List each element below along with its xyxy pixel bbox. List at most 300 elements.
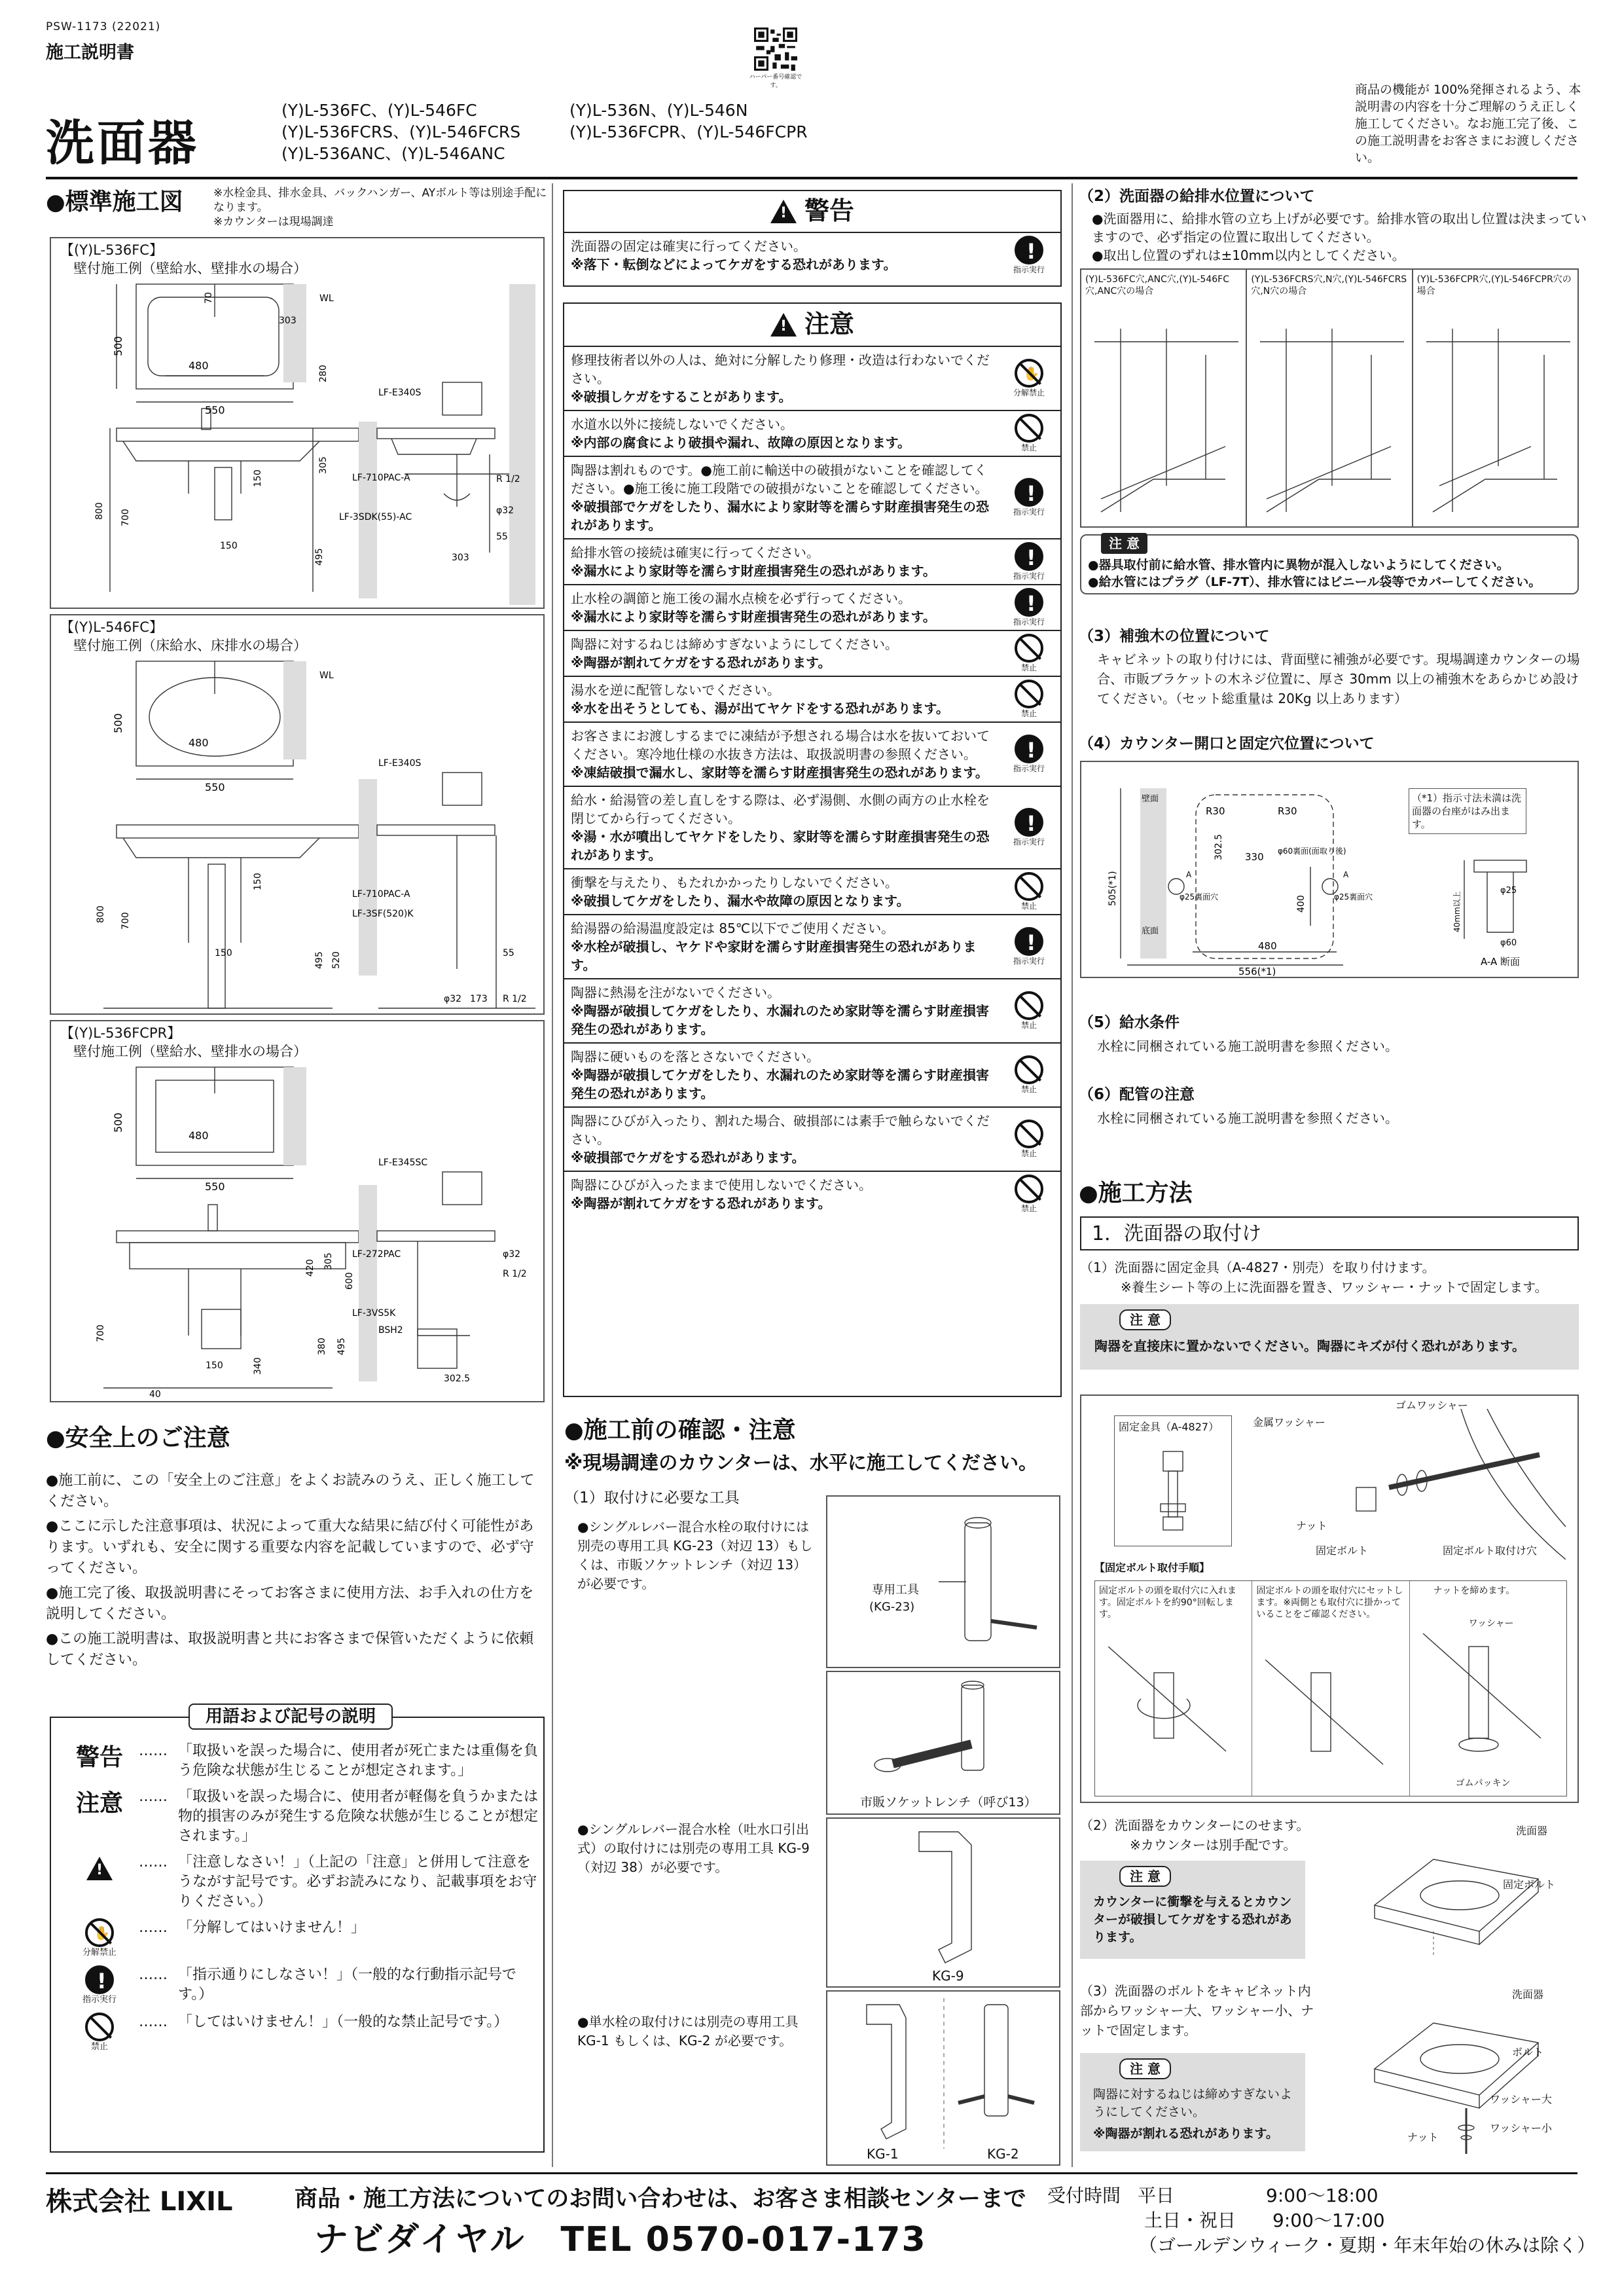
dim-label: 303 [452,553,469,563]
counter-cutout-figure [1080,761,1579,978]
cutout-note: （*1）指示寸法未満は洗面器の台座がはみ出ます。 [1409,788,1526,834]
symbol-caution [60,1853,538,1912]
install-panel-546fc [50,614,545,1015]
icon-label: 分解禁止 [1013,388,1045,397]
must-do-icon [1015,236,1043,264]
prohibited-icon [1015,872,1043,901]
caution-triangle-icon [770,313,797,337]
dim-label: 302.5 [1214,833,1224,860]
dim-label: R 1/2 [503,1269,527,1279]
s5-text: 水栓に同梱されている施工説明書を参照ください。 [1097,1038,1398,1054]
fig-label: 洗面器 [1516,1825,1548,1837]
panel-sub: 壁付施工例（床給水、床排水の場合） [73,638,307,653]
safety-list [46,1470,543,1671]
kg1-kg2-tool-icon [827,1992,1059,2149]
caution-risk: ※漏水により家財等を濡らす財産損害発生の恐れがあります。 [571,609,936,625]
term-caution [60,1787,538,1846]
weekend-time: 9:00～17:00 [1272,2210,1385,2231]
standard-heading: ●標準施工図 [46,189,183,215]
dim-label: φ32 [503,1249,521,1260]
dim-label: φ60 [1500,938,1517,948]
install-diagram [51,278,543,608]
model-list [281,100,1028,164]
s2-note-box [1080,534,1579,594]
tools-heading: （1）取付けに必要な工具 [564,1489,740,1506]
caution-row [564,346,1060,410]
hours-label: 受付時間 [1047,2185,1121,2206]
symbol-prohibited [60,2013,538,2053]
caution-risk: ※内部の腐食により破損や漏れ、故障の原因となります。 [571,435,911,450]
dim-label: 480 [1258,940,1277,952]
caution-text: 陶器は割れものです。●施工前に輸送中の破損がないことを確認してください。●施工後に施工段階での破損がないことを確認してください。 [571,462,988,496]
dim-label: WL [319,670,334,681]
fig-label: 固定金具（A-4827） [1119,1421,1219,1433]
caution-text: 止水栓の調節と施工後の漏水点検を必ず行ってください。 [571,591,911,606]
tool-text: ●シングルレバー混合水栓（吐水口引出式）の取付けには別売の専用工具 KG-9（対辺 38）が必要です。 [577,1821,810,1875]
pre-note: ※現場調達のカウンターは、水平に施工してください。 [564,1451,1038,1474]
symbol-label: 禁止 [90,2042,108,2052]
document-type: 施工説明書 [46,43,134,63]
must-do-icon [1015,588,1043,617]
tool-label: (KG-23) [869,1600,915,1614]
caution-risk: ※破損部でケガをしたり、漏水により家財等を濡らす財産損害発生の恐れがあります。 [571,499,990,533]
must-do-icon [1015,735,1043,763]
page-title: 洗面器 [46,115,199,172]
caution-row [564,868,1060,914]
company-name: 株式会社 LIXIL [46,2187,233,2217]
weekday-time: 9:00～18:00 [1266,2185,1379,2206]
col-title: (Y)L-536FCRS穴,N穴,(Y)L-546FCRS穴,N穴の場合 [1251,274,1407,297]
document-code: PSW-1173 (22021) [46,20,161,33]
method-step1: （1）洗面器に固定金具（A-4827・別売）を取り付けます。 [1080,1260,1435,1275]
dim-label: 556(*1) [1238,966,1276,977]
warning-text: 洗面器の固定は確実に行ってください。 [571,238,806,254]
safety-item: ●この施工説明書は、取扱説明書と共にお客さまで保管いただくように依頼してください。 [46,1631,534,1668]
bolt-set-icon [1252,1660,1396,1791]
dim-label: φ60裏面(面取り後) [1278,847,1346,856]
header-rule [46,177,1577,179]
fig-label: 固定ボルト取付け穴 [1443,1544,1538,1557]
weekend-label: 土日・祝日 [1144,2210,1236,2231]
icon-label: 禁止 [1020,443,1037,452]
fixing-bracket-icon [1115,1438,1231,1543]
dim-label: 520 [331,951,342,969]
tool-text: ●シングルレバー混合水栓の取付けには別売の専用工具 KG-23（対辺 13）もしくは、市販ソケットレンチ（対辺 13）が必要です。 [577,1519,813,1592]
caution-risk: ※湯・水が噴出してヤケドをしたり、家財等を濡らす財産損害発生の恐れがあります。 [571,829,990,863]
model-line: (Y)L-536ANC、(Y)L-546ANC [281,144,505,163]
caution-row [564,584,1060,630]
s2-bullets [1092,210,1589,264]
proc-step [1252,1581,1409,1796]
dim-label: R 1/2 [496,474,520,484]
dim-label: φ25裏面穴 [1180,892,1219,902]
standard-note: ※水栓金具、排水金具、バックハンガー、AYボルト等は別途手配になります。 [213,187,547,214]
dim-label: 495 [314,548,325,566]
icon-label: 指示実行 [1013,507,1045,517]
s3-heading: （3）補強木の位置について [1079,628,1270,645]
caution-row [564,410,1060,456]
icon-label: 禁止 [1020,663,1037,672]
warning-box [563,190,1062,287]
model-line: (Y)L-536FCPR、(Y)L-546FCPR [569,122,808,141]
note-tag: 注 意 [1101,533,1147,554]
caution-text: 陶器にひびが入ったり、割れた場合、破損部には素手で触らないでください。 [571,1113,990,1147]
dim-label: 700 [96,1324,106,1342]
qr-code-icon [754,27,797,71]
caution-row [564,1042,1060,1106]
method-note1: 陶器を直接床に置かないでください。陶器にキズが付く恐れがあります。 [1094,1338,1525,1354]
dim-label: 495 [336,1338,347,1355]
term-dots: …… [139,2014,168,2031]
dim-label: 550 [205,404,225,416]
dim-label: 330 [1245,851,1264,863]
dim-label: 600 [344,1272,355,1290]
method-note3b: ※陶器が割れる恐れがあります。 [1093,2126,1278,2141]
s6-text: 水栓に同梱されている施工説明書を参照ください。 [1097,1110,1398,1126]
term-value: 「分解してはいけません！」 [178,1920,366,1936]
dim-label: 380 [317,1338,327,1355]
part-label: LF-E345SC [378,1157,428,1168]
caution-triangle-icon [86,1857,113,1880]
prohibited-icon [1015,991,1043,1020]
note-tag: 注 意 [1119,1309,1171,1330]
caution-text: 陶器に対するねじは締めすぎないようにしてください。 [571,636,898,652]
kg9-tool-icon [827,1819,1059,1969]
caution-text: 衝撃を与えたり、もたれかかったりしないでください。 [571,875,898,890]
caution-risk: ※陶器が破損してケガをしたり、水漏れのため家財等を濡らす財産損害発生の恐れがあります。 [571,1003,990,1037]
method-note2: カウンターに衝撃を与えるとカウンターが破損してケガをする恐れがあります。 [1093,1895,1292,1944]
must-do-icon [85,1965,114,1994]
procedure-steps [1094,1580,1567,1796]
term-value: 「注意しなさい！」（上記の「注意」と併用して注意をうながす記号です。必ずお読みになり、記載事項をお守りください。） [178,1854,537,1910]
dim-label: WL [319,293,334,304]
method-heading: ●施工方法 [1079,1180,1193,1207]
fig-label: ワッシャー大 [1490,2093,1552,2105]
dim-label: 150 [253,873,263,890]
caution-risk: ※破損しケガをすることがあります。 [571,389,792,405]
must-do-icon [1015,808,1043,837]
caution-risk: ※漏水により家財等を濡らす財産損害発生の恐れがあります。 [571,563,936,579]
s2-heading: （2）洗面器の給排水位置について [1079,188,1315,205]
proc-title: 【固定ボルト取付手順】 [1094,1561,1210,1574]
part-label: LF-E340S [378,758,422,769]
safety-heading: ●安全上のご注意 [46,1425,230,1451]
bolt-rotate-icon [1095,1647,1239,1791]
supply-drain-col [1413,270,1577,526]
s2-note: ●器具取付前に給水管、排水管内に異物が混入しないようにしてください。 [1088,558,1509,572]
fig-label: ゴムワッシャー [1396,1399,1468,1412]
caution-risk: ※破損部でケガをする恐れがあります。 [571,1150,805,1165]
inquiry-text: 商品・施工方法についてのお問い合わせは、お客さま相談センターまで [295,2186,1026,2212]
caution-risk: ※陶器が割れてケガをする恐れがあります。 [571,1195,831,1211]
caution-risk: ※水を出そうとしても、湯が出てヤケドをする恐れがあります。 [571,701,949,716]
icon-label: 禁止 [1020,901,1037,911]
part-label: LF-E340S [378,388,422,398]
s6-heading: （6）配管の注意 [1079,1086,1195,1103]
note-tag: 注 意 [1119,1866,1171,1887]
symbol-label: 指示実行 [82,1995,117,2005]
dim-label: 480 [189,1129,209,1142]
dim-label: φ32 [496,505,514,516]
dim-label: 800 [96,905,106,923]
panel-model: 【(Y)L-546FC】 [60,619,163,635]
dim-label: φ25 [1500,886,1517,896]
dim-label: 70 [204,292,214,304]
dim-label: 150 [206,1360,223,1371]
tool-kg9-panel [826,1817,1060,1988]
dim-label: R30 [1206,805,1225,817]
dim-label: 280 [318,365,329,382]
tool-kg1-kg2-panel [826,1990,1060,2166]
symbol-label: 分解禁止 [82,1948,117,1958]
dim-label: φ32 [444,994,462,1004]
tool-kg23-panel [826,1495,1060,1668]
dim-label: 302.5 [444,1374,471,1384]
method-step2: （2）洗面器をカウンターにのせます。 [1080,1817,1310,1833]
part-label: LF-3SF(520)K [352,909,414,919]
tool-label: KG-1 [867,2146,899,2162]
caution-risk: ※凍結破損で漏水し、家財等を濡らす財産損害発生の恐れがあります。 [571,765,988,780]
prohibited-icon [1015,680,1043,708]
dim-label: 底面 [1142,926,1159,936]
qr-caption: ハーパー番号確認です。 [749,74,802,89]
part-label: LF-3VS5K [352,1308,396,1319]
caution-risk: ※陶器が破損してケガをしたり、水漏れのため家財等を濡らす財産損害発生の恐れがあります。 [571,1067,990,1101]
must-do-icon [1015,927,1043,956]
term-value: 「取扱いを誤った場合に、使用者が死亡または重傷を負う危険な状態が生じることが想定されます。」 [178,1743,539,1779]
caution-text: 修理技術者以外の人は、絶対に分解したり修理・改造は行わないでください。 [571,352,990,386]
caution-row [564,721,1060,786]
fig-label: 固定ボルト [1316,1544,1369,1557]
model-line: (Y)L-536FCRS、(Y)L-546FCRS [281,122,521,141]
prohibited-icon [85,2013,114,2041]
icon-label: 禁止 [1020,1148,1037,1158]
method-note1-box [1080,1304,1579,1370]
dim-label: 495 [314,951,325,969]
method-note2-box [1080,1861,1305,1959]
prohibited-icon [1015,1120,1043,1148]
dim-label: 303 [279,316,297,326]
icon-label: 指示実行 [1013,264,1045,274]
caution-row [564,1171,1060,1216]
supply-drain-col [1081,270,1247,526]
pipe-diagram [1081,316,1244,525]
dim-label: 150 [215,948,232,958]
term-value: 「してはいけません！」（一般的な禁止記号です。） [178,2014,509,2031]
method-note3a: 陶器に対するねじは締めすぎないようにしてください。 [1093,2087,1293,2119]
safety-item: ●ここに示した注意事項は、状況によって重大な結果に結び付く可能性があります。いずれも、安全に関する重要な内容を記載していますので、必ず守ってください。 [46,1518,534,1576]
dim-label: 305 [323,1252,334,1270]
proc-step [1095,1581,1252,1796]
dim-label: 55 [503,948,514,958]
dim-label: 500 [112,1112,124,1133]
panel-model: 【(Y)L-536FC】 [60,242,163,258]
safety-item: ●施工完了後、取扱説明書にそってお客さまに使用方法、お手入れの仕方を説明してください。 [46,1585,534,1622]
method-sub: 1．洗面器の取付け [1080,1216,1579,1250]
no-disassemble-icon [85,1918,114,1947]
dim-label: 40 [149,1389,161,1400]
fig-label: ナット [1407,2131,1439,2143]
supply-drain-col [1247,270,1413,526]
dim-label: 500 [112,336,124,356]
proc-step [1410,1581,1566,1796]
icon-label: 指示実行 [1013,956,1045,966]
caution-row [564,538,1060,584]
term-warning [60,1741,538,1781]
fig-label: ゴムパッキン [1455,1778,1511,1789]
dim-label: 150 [220,541,238,551]
dim-label: 700 [120,912,131,930]
dim-label: 800 [94,502,105,520]
dim-label: 壁面 [1142,794,1159,804]
caution-text: 給排水管の接続は確実に行ってください。 [571,545,820,560]
icon-label: 指示実行 [1013,837,1045,847]
tool-label: KG-2 [987,2146,1019,2162]
dim-label: 700 [120,509,131,526]
s4-heading: （4）カウンター開口と固定穴位置について [1079,735,1375,752]
icon-label: 禁止 [1020,1203,1037,1213]
method-step1b: ※養生シート等の上に洗面器を置き、ワッシャー・ナットで固定します。 [1121,1279,1548,1295]
dim-label: 150 [253,469,263,487]
terms-title: 用語および記号の説明 [189,1704,393,1730]
caution-row [564,914,1060,978]
tool-text: ●単水栓の取付けには別売の専用工具 KG-1 もしくは、KG-2 が必要です。 [577,2014,799,2049]
fig-label: 洗面器 [1512,1988,1544,2001]
caution-risk: ※破損してケガをしたり、漏水や故障の原因となります。 [571,893,910,909]
dim-label: 420 [305,1259,315,1277]
term-value: 「取扱いを誤った場合に、使用者が軽傷を負うかまたは物的損害のみが発生する危険な状態が生じることが想定されます。」 [178,1789,539,1844]
tool-label: 市販ソケットレンチ（呼び13） [860,1795,1037,1810]
prohibited-icon [1015,1175,1043,1203]
fig-label: ワッシャー [1468,1618,1514,1629]
dim-label: 550 [205,1180,225,1193]
dim-label: 480 [189,737,209,749]
dim-label: 340 [253,1357,263,1375]
socket-wrench-icon [827,1672,1059,1796]
dim-label: 480 [189,359,209,372]
bolt-assembly-diagram [1238,1409,1579,1559]
warning-risk: ※落下・転倒などによってケガをする恐れがあります。 [571,257,897,272]
fig-label: 固定ボルト [1503,1878,1556,1891]
caution-risk: ※陶器が割れてケガをする恐れがあります。 [571,655,831,670]
icon-label: 禁止 [1020,1084,1037,1094]
term-dots: …… [139,1854,168,1870]
s5-heading: （5）給水条件 [1079,1014,1180,1031]
install-panel-536fcpr [50,1020,545,1402]
col-title: (Y)L-536FC穴,ANC穴,(Y)L-546FC穴,ANC穴の場合 [1085,274,1229,297]
warning-title: 警告 [804,196,854,226]
bracket-box [1114,1415,1232,1546]
caution-title: 注意 [804,310,854,339]
caution-text: 給湯器の給湯温度設定は 85℃以下でご使用ください。 [571,920,895,936]
fig-label: 金属ワッシャー [1253,1416,1325,1429]
proc-text: ナットを締めます。 [1433,1586,1515,1596]
part-label: BSH2 [378,1325,403,1336]
install-panel-536fc [50,237,545,609]
proc-text: 固定ボルトの頭を取付穴に入れます。固定ボルトを約90°回転します。 [1099,1586,1236,1620]
part-label: LF-3SDK(55)-AC [339,512,412,522]
pipe-diagram [1413,316,1576,525]
install-diagram [51,655,543,1013]
kg23-tool-icon [827,1497,1059,1667]
dim-label: 305 [318,456,329,474]
panel-sub: 壁付施工例（壁給水、壁排水の場合） [73,1044,307,1059]
caution-text: 陶器にひびが入ったままで使用しないでください。 [571,1177,872,1193]
hours [1047,2183,1595,2258]
icon-label: 禁止 [1020,708,1037,718]
term-dots: …… [139,1967,168,1984]
dim-label: 40mm以上 [1452,891,1462,932]
dim-label: φ25裏面穴 [1334,892,1373,902]
caution-text: 給水・給湯管の差し直しをする際は、必ず湯側、水側の両方の止水栓を閉じてから行ってください。 [571,792,990,826]
term-key: 警告 [75,1744,123,1771]
method-step3: （3）洗面器のボルトをキャビネット内部からワッシャー大、ワッシャー小、ナットで固定します。 [1080,1983,1314,2038]
safety-item: ●施工前に、この「安全上のご注意」をよくお読みのうえ、正しく施工してください。 [46,1472,535,1510]
s2-bullet: ●取出し位置のずれは±10mm以内としてください。 [1092,247,1405,263]
prohibited-icon [1015,634,1043,663]
dim-label: R 1/2 [503,994,527,1004]
dim-label: 505(*1) [1108,871,1118,906]
column-divider [552,183,553,2167]
caution-triangle-icon [770,200,797,223]
caution-rows [564,346,1060,1216]
s2-note: ●給水管にはプラグ（LF-7T）、排水管にはビニール袋等でカバーしてください。 [1088,575,1541,589]
dim-label: 550 [205,781,225,793]
model-line: (Y)L-536N、(Y)L-546N [569,101,748,120]
term-dots: …… [139,1743,168,1759]
panel-sub: 壁付施工例（壁給水、壁排水の場合） [73,261,307,276]
dim-label: A [1186,870,1192,879]
bolt-tighten-icon [1410,1633,1554,1777]
no-disassemble-icon [1015,359,1043,388]
standard-note: ※カウンターは現場調達 [213,215,334,228]
must-do-icon [1015,542,1043,571]
icon-label: 禁止 [1020,1020,1037,1030]
term-value: 「指示通りにしなさい！」（一般的な行動指示記号です。） [178,1967,517,2003]
tool-label: KG-9 [932,1968,964,1984]
footer-rule [46,2172,1577,2174]
part-label: LF-272PAC [352,1249,401,1260]
caution-text: 陶器に硬いものを落とさないでください。 [571,1049,820,1065]
standard-notes [213,186,554,229]
icon-label: 指示実行 [1013,571,1045,581]
symbol-must-do [60,1965,538,2006]
caution-row [564,1106,1060,1171]
term-dots: …… [139,1789,168,1805]
tool-socket-panel [826,1671,1060,1815]
note-tag: 注 意 [1119,2058,1171,2079]
terms-box [50,1707,545,2153]
holiday-note: （ゴールデンウィーク・夏期・年末年始の休みは除く） [1139,2234,1596,2256]
dim-label: R30 [1278,805,1297,817]
caution-text: 陶器に熱湯を注がないでください。 [571,985,780,1000]
fig-label: ワッシャー小 [1490,2122,1552,2134]
s3-text: キャビネットの取り付けには、背面壁に補強が必要です。現場調達カウンターの場合、市販ブラケットの木ネジ位置に、厚さ 30mm 以上の補強木をあらかじめ設けてください。（セット総重量は 20Kg 以上あります） [1097,651,1580,706]
icon-label: 指示実行 [1013,763,1045,773]
navi-dial: ナビダイヤル TEL 0570-017-173 [314,2220,927,2259]
supply-drain-figure [1080,268,1579,528]
must-do-icon [1015,478,1043,507]
panel-model: 【(Y)L-536FCPR】 [60,1025,181,1041]
caution-row [564,676,1060,721]
pre-heading: ●施工前の確認・注意 [564,1417,796,1444]
pipe-diagram [1247,316,1409,525]
caution-text: 水道水以外に接続しないでください。 [571,416,793,432]
fig-label: ナット [1296,1520,1327,1532]
caution-row [564,978,1060,1042]
column-divider [1072,183,1073,2167]
fixing-bolt-figure [1080,1394,1579,1803]
